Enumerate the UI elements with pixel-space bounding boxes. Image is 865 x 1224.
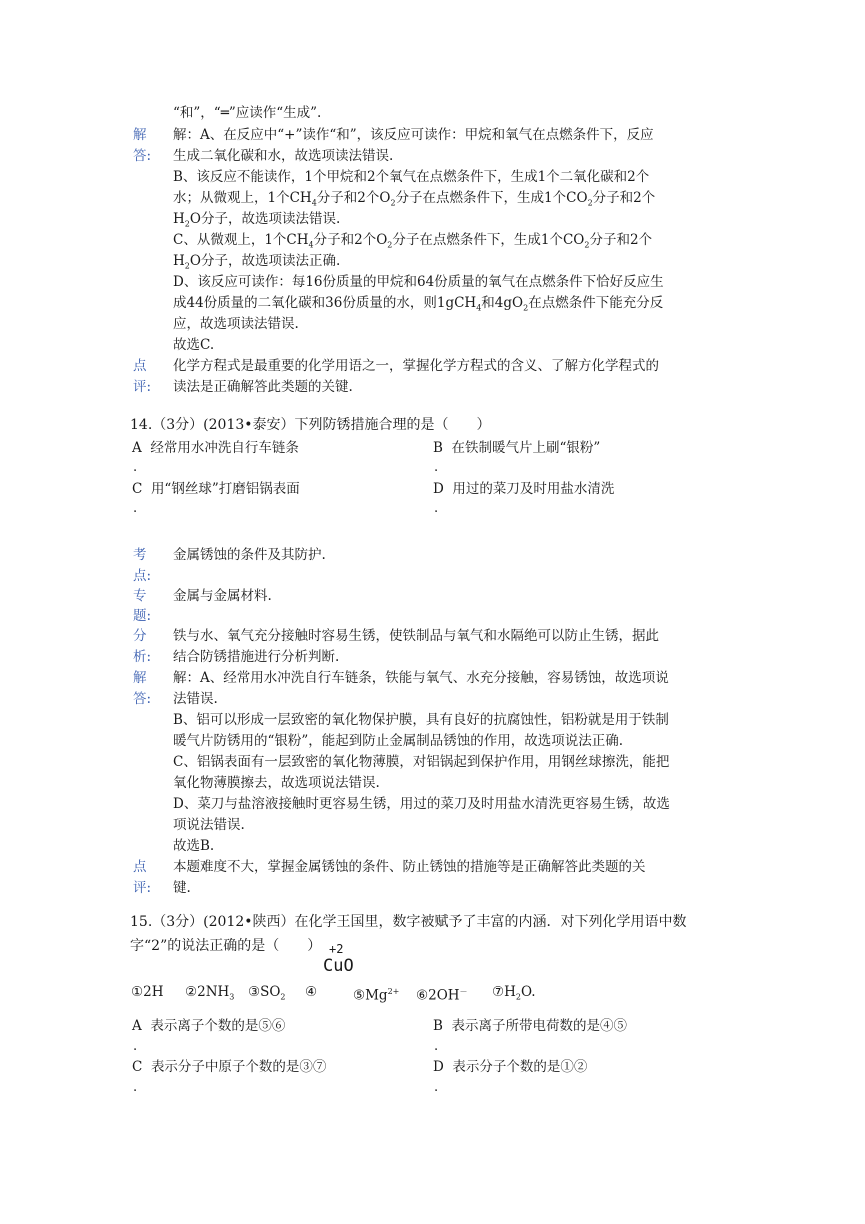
q15-formula-1: ①2H — [131, 984, 164, 1000]
q14-option-c-dot: . — [133, 501, 138, 516]
q14-zhuanti: 金属与金属材料. — [173, 588, 272, 604]
q14-comment1: 本题难度不大，掌握金属锈蚀的条件、防止锈蚀的措施等是正确解答此类题的关 — [173, 859, 646, 875]
q13-comment1: 化学方程式是最重要的化学用语之一，掌握化学方程式的含义、了解方化学程式的 — [173, 358, 659, 374]
q14-ans-d1: D、菜刀与盐溶液接触时更容易生锈，用过的菜刀及时用盐水清洗更容易生锈，故选 — [173, 796, 670, 812]
q14-option-a-dot: . — [133, 460, 138, 475]
q15-formula-7: $⑦H_2O$. — [492, 984, 536, 1002]
q15-option-c[interactable]: C 表示分子中原子个数的是③⑦ — [132, 1059, 327, 1075]
q14-ans-a2: 法错误. — [173, 691, 218, 707]
q13-ans-final: 故选C. — [173, 337, 215, 353]
q14-stem: 14.（3分）(2013•泰安）下列防锈措施合理的是（ ） — [130, 417, 491, 433]
q13-dianping-label-1: 点 — [133, 358, 147, 374]
q13-ans-a2: 生成二氧化碳和水，故选项读法错误. — [173, 148, 394, 164]
q15-option-d[interactable]: D 表示分子个数的是①② — [433, 1059, 588, 1075]
q14-jieda-label-2: 答: — [133, 691, 152, 707]
q14-ans-c2: 氧化物薄膜擦去，故选项说法错误. — [173, 775, 380, 791]
q13-line0: “和”，“═”应读作“生成”. — [173, 105, 322, 121]
q15-option-a-dot: . — [133, 1039, 138, 1054]
q14-dianping-label-2: 评: — [133, 880, 152, 896]
q14-ans-d2: 项说法错误. — [173, 817, 245, 833]
q15-stem-line2: 字“2”的说法正确的是（ ） — [130, 938, 322, 954]
q15-formula-cuo — [323, 942, 363, 982]
cuo-formula: CuO — [323, 956, 354, 976]
q13-ans-a1: 解：A、在反应中“+”读作“和”，该反应可读作：甲烷和氧气在点燃条件下，反应 — [173, 127, 654, 143]
q15-formula-2: $②2NH_3$ — [185, 984, 235, 1002]
cuo-oxidation-state: +2 — [329, 942, 344, 956]
q14-ans-a1: 解：A、经常用水冲洗自行车链条，铁能与氧气、水充分接触，容易锈蚀，故选项说 — [173, 670, 669, 686]
q14-kaodian-label-1: 考 — [133, 547, 147, 563]
q14-option-d[interactable]: D 用过的菜刀及时用盐水清洗 — [433, 481, 615, 497]
q15-formula-6: ⑥2OH－ — [416, 987, 468, 1004]
q14-fenxi-label-1: 分 — [133, 628, 147, 644]
q15-option-b[interactable]: B 表示离子所带电荷数的是④⑤ — [433, 1018, 628, 1034]
q13-jieda-label-2: 答: — [133, 148, 152, 164]
q14-fenxi-label-2: 析: — [133, 649, 152, 665]
q14-kaodian: 金属锈蚀的条件及其防护. — [173, 547, 326, 563]
q13-ans-b2: 水；从微观上，1个$CH_4$分子和2个$O_2$分子在点燃条件下，生成1个$CO_2$分子和2个 — [173, 190, 656, 208]
q15-option-b-dot: . — [434, 1039, 439, 1054]
q14-option-b-dot: . — [434, 460, 439, 475]
q14-dianping-label-1: 点 — [133, 859, 147, 875]
q15-formula-5: $⑤Mg^{2+}$ — [353, 987, 400, 1004]
q13-ans-c1: C、从微观上，1个$CH_4$分子和2个$O_2$分子在点燃条件下，生成1个$CO_2$分子和2个 — [173, 232, 653, 250]
q13-ans-b3: $H_2O$分子，故选项读法错误. — [173, 211, 341, 229]
q15-formula-4-label: ④ — [305, 984, 318, 1000]
q13-ans-b1: B、该反应不能读作，1个甲烷和2个氧气在点燃条件下，生成1个二氧化碳和2个 — [173, 169, 650, 185]
q13-comment2: 读法是正确解答此类题的关键. — [173, 379, 353, 395]
q13-dianping-label-2: 评: — [133, 379, 152, 395]
q14-comment2: 键. — [173, 880, 191, 896]
q13-ans-d2: 成44份质量的二氧化碳和36份质量的水，则1gCH$_4$和$4gO_2$在点燃条件下能充分反 — [173, 295, 664, 313]
q13-jieda-label-1: 解 — [133, 127, 147, 143]
q14-ans-b2: 暖气片防锈用的“银粉”，能起到防止金属制品锈蚀的作用，故选项说法正确. — [173, 733, 624, 749]
q14-ans-c1: C、铝锅表面有一层致密的氧化物薄膜，对铝锅起到保护作用，用钢丝球擦洗，能把 — [173, 754, 670, 770]
q14-option-c[interactable]: C 用“钢丝球”打磨铝锅表面 — [132, 481, 300, 497]
q13-ans-d1: D、该反应可读作：每16份质量的甲烷和64份质量的氧气在点燃条件下恰好反应生 — [173, 274, 664, 290]
q14-kaodian-label-2: 点: — [133, 568, 152, 584]
q14-zhuanti-label-1: 专 — [133, 588, 147, 604]
q15-option-d-dot: . — [434, 1080, 439, 1095]
q14-option-d-dot: . — [434, 501, 439, 516]
q15-formula-3: $③SO_2$ — [248, 984, 286, 1002]
q14-fenxi2: 结合防锈措施进行分析判断. — [173, 649, 340, 665]
q14-zhuanti-label-2: 题: — [133, 608, 152, 624]
q14-option-a[interactable]: A 经常用水冲洗自行车链条 — [132, 440, 299, 456]
q14-ans-b1: B、铝可以形成一层致密的氧化物保护膜，具有良好的抗腐蚀性，铝粉就是用于铁制 — [173, 712, 669, 728]
q13-ans-c2: $H_2O$分子，故选项读法正确. — [173, 253, 341, 271]
q15-stem-line1: 15.（3分）(2012•陕西）在化学王国里，数字被赋予了丰富的内涵．对下列化学用语中数 — [130, 914, 687, 930]
q13-ans-d3: 应，故选项读法错误. — [173, 316, 299, 332]
q15-option-a[interactable]: A 表示离子个数的是⑤⑥ — [132, 1018, 286, 1034]
q14-option-b[interactable]: B 在铁制暖气片上刷“银粉” — [433, 440, 601, 456]
q15-option-c-dot: . — [133, 1080, 138, 1095]
q14-ans-final: 故选B. — [173, 838, 215, 854]
q14-jieda-label-1: 解 — [133, 670, 147, 686]
q14-fenxi1: 铁与水、氧气充分接触时容易生锈，使铁制品与氧气和水隔绝可以防止生锈，据此 — [173, 628, 659, 644]
